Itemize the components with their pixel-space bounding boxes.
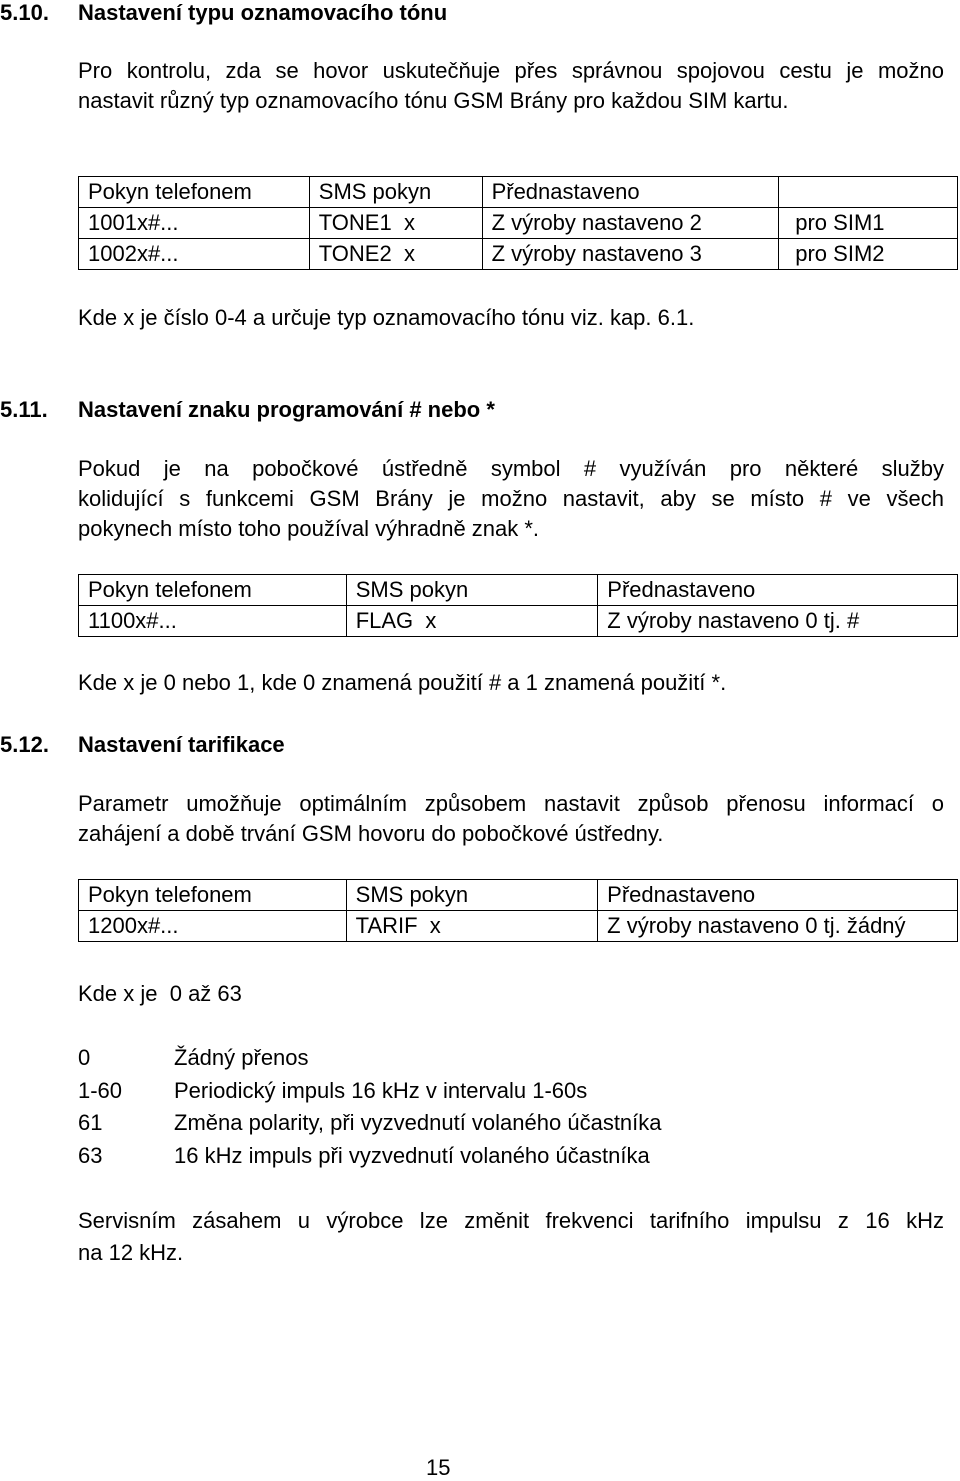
list-item-key: 63	[78, 1143, 103, 1168]
table-cell: Z výroby nastaveno 0 tj. #	[598, 606, 958, 637]
command-table	[78, 879, 958, 942]
paragraph-line: na 12 kHz.	[78, 1240, 184, 1265]
paragraph-line: kolidující s funkcemi GSM Brány je možno nastavit, aby se místo # ve všech	[78, 486, 944, 511]
table-cell: 1100x#...	[79, 606, 347, 637]
paragraph-line: Parametr umožňuje optimálním způsobem nastavit způsob přenosu informací o	[78, 791, 944, 816]
section-number: 5.12.	[0, 732, 49, 757]
table-cell: Z výroby nastaveno 2	[482, 208, 779, 239]
table-cell: 1002x#...	[79, 239, 310, 270]
table-cell: pro SIM1	[779, 208, 958, 239]
list-item-value: Změna polarity, při vyzvednutí volaného účastníka	[174, 1110, 662, 1135]
list-item-key: 61	[78, 1110, 103, 1135]
table-cell: Z výroby nastaveno 3	[482, 239, 779, 270]
section-title: Nastavení tarifikace	[78, 732, 285, 757]
command-table	[78, 574, 958, 637]
paragraph-line: Pokud je na pobočkové ústředně symbol # využíván pro některé služby	[78, 456, 944, 481]
table-header-cell: SMS pokyn	[346, 575, 598, 606]
table-header-row	[79, 575, 958, 606]
note-text: Kde x je číslo 0-4 a určuje typ oznamovacího tónu viz. kap. 6.1.	[78, 305, 695, 330]
list-item-value: Periodický impuls 16 kHz v intervalu 1-60s	[174, 1078, 588, 1103]
paragraph-line: zahájení a době trvání GSM hovoru do pobočkové ústředny.	[78, 821, 664, 846]
table-cell: 1001x#...	[79, 208, 310, 239]
table-row	[79, 239, 958, 270]
list-item-value: 16 kHz impuls při vyzvednutí volaného účastníka	[174, 1143, 650, 1168]
table-header-cell: Pokyn telefonem	[79, 177, 310, 208]
table-header-row	[79, 880, 958, 911]
table-row	[79, 911, 958, 942]
section-title: Nastavení typu oznamovacího tónu	[78, 0, 448, 25]
paragraph-line: pokynech místo toho používal výhradně znak *.	[78, 516, 540, 541]
list-item-key: 0	[78, 1045, 91, 1070]
page-number: 15	[426, 1455, 451, 1480]
table-header-cell: Přednastaveno	[482, 177, 779, 208]
list-item-key: 1-60	[78, 1078, 123, 1103]
paragraph-line: nastavit různý typ oznamovacího tónu GSM Brány pro každou SIM kartu.	[78, 88, 789, 113]
table-header-cell: SMS pokyn	[309, 177, 482, 208]
section-title: Nastavení znaku programování # nebo *	[78, 397, 495, 422]
command-table	[78, 176, 958, 270]
table-cell: TONE1 x	[309, 208, 482, 239]
section-number: 5.11.	[0, 397, 48, 422]
table-cell: FLAG x	[346, 606, 598, 637]
table-cell: TONE2 x	[309, 239, 482, 270]
table-header-cell: Přednastaveno	[598, 575, 958, 606]
table-cell: Z výroby nastaveno 0 tj. žádný	[598, 911, 958, 942]
table-header-row	[79, 177, 958, 208]
list-item-value: Žádný přenos	[174, 1045, 309, 1070]
table-header-cell	[779, 177, 958, 208]
table-header-cell: SMS pokyn	[346, 880, 598, 911]
range-note: Kde x je 0 až 63	[78, 981, 242, 1006]
note-text: Kde x je 0 nebo 1, kde 0 znamená použití # a 1 znamená použití *.	[78, 670, 727, 695]
table-cell: 1200x#...	[79, 911, 347, 942]
table-cell: pro SIM2	[779, 239, 958, 270]
table-row	[79, 606, 958, 637]
paragraph-line: Pro kontrolu, zda se hovor uskutečňuje přes správnou spojovou cestu je možno	[78, 58, 944, 83]
table-header-cell: Přednastaveno	[598, 880, 958, 911]
section-number: 5.10.	[0, 0, 49, 25]
table-cell: TARIF x	[346, 911, 598, 942]
paragraph-line: Servisním zásahem u výrobce lze změnit frekvenci tarifního impulsu z 16 kHz	[78, 1208, 944, 1233]
table-header-cell: Pokyn telefonem	[79, 575, 347, 606]
table-row	[79, 208, 958, 239]
table-header-cell: Pokyn telefonem	[79, 880, 347, 911]
